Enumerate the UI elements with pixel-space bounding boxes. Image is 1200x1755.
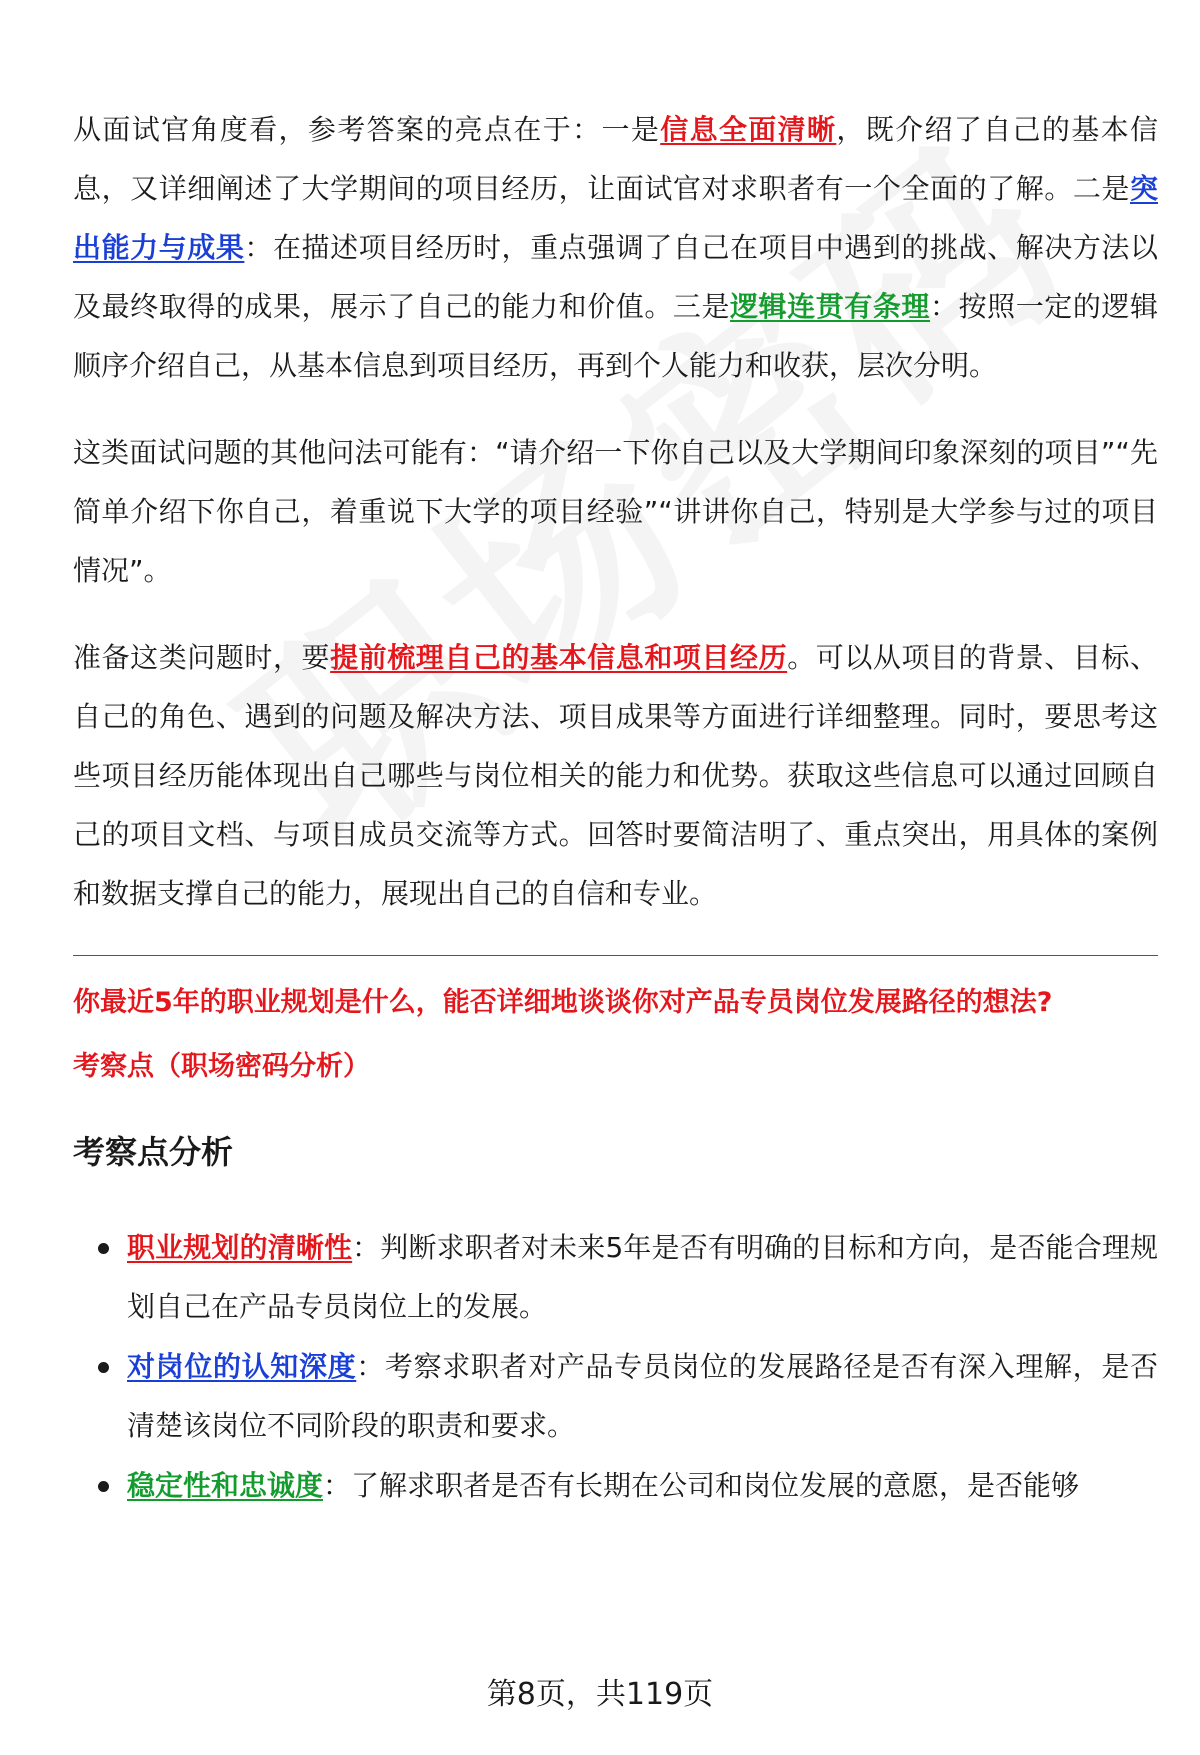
paragraph-text: ：在描述项目经历时，重点强调了自己在项目中遇到的挑战、解决方法以及最终取得的成果，展示了自己的能力和价值。三是	[73, 231, 1158, 323]
highlight-ability-results: 突出能力与成果	[73, 172, 1158, 264]
paragraph-text: ，既介绍了自己的基本信息，又详细阐述了大学期间的项目经历，让面试官对求职者有一个全面的了解。二是	[73, 113, 1158, 205]
page-number: 第8页，共119页	[486, 1677, 714, 1712]
analysis-list	[73, 1218, 1158, 1515]
paragraph-preparation	[73, 628, 1158, 923]
bullet-text: ：判断求职者对未来5年是否有明确的目标和方向，是否能合理规划自己在产品专员岗位上的发展。	[127, 1231, 1158, 1323]
highlight-prepare-info: 提前梳理自己的基本信息和项目经历	[330, 641, 788, 674]
bullet-label: 稳定性和忠诚度	[127, 1469, 324, 1502]
bullet-text: ：考察求职者对产品专员岗位的发展路径是否有深入理解，是否清楚该岗位不同阶段的职责和要求。	[127, 1350, 1158, 1442]
paragraph-text: ：按照一定的逻辑顺序介绍自己，从基本信息到项目经历，再到个人能力和收获，层次分明。	[73, 290, 1158, 382]
bullet-label: 职业规划的清晰性	[127, 1231, 353, 1264]
bullet-label: 对岗位的认知深度	[127, 1350, 357, 1383]
section-heading: 考察点分析	[73, 1133, 234, 1171]
section-divider	[73, 955, 1158, 956]
question-subtitle: 考察点（职场密码分析）	[73, 1051, 370, 1082]
highlight-complete-info: 信息全面清晰	[660, 113, 837, 146]
paragraph-interviewer-view	[73, 100, 1158, 395]
list-item	[127, 1218, 1158, 1336]
bullet-text: ：了解求职者是否有长期在公司和岗位发展的意愿，是否能够	[323, 1469, 1080, 1502]
paragraph-text: 从面试官角度看，参考答案的亮点在于：一是	[73, 113, 661, 146]
paragraph-text: 准备这类问题时，要	[73, 641, 331, 674]
list-item	[127, 1337, 1158, 1455]
interview-question: 你最近5年的职业规划是什么，能否详细地谈谈你对产品专员岗位发展路径的想法?	[73, 987, 1053, 1018]
highlight-logical-coherence: 逻辑连贯有条理	[730, 290, 930, 323]
list-item	[127, 1456, 1158, 1515]
paragraph-text: 。可以从项目的背景、目标、自己的角色、遇到的问题及解决方法、项目成果等方面进行详细整理。同时，要思考这些项目经历能体现出自己哪些与岗位相关的能力和优势。获取这些信息可以通过回顾自己的项目文档、与项目成员交流等方式。回答时要简洁明了、重点突出，用具体的案例和数据支撑自己的能力，展现出自己的自信和专业。	[73, 641, 1158, 910]
paragraph-other-phrasings: 这类面试问题的其他问法可能有：“请介绍一下你自己以及大学期间印象深刻的项目”“先简单介绍下你自己，着重说下大学的项目经验”“讲讲你自己，特别是大学参与过的项目情况”。	[73, 436, 1158, 587]
document-body	[73, 100, 1158, 1516]
